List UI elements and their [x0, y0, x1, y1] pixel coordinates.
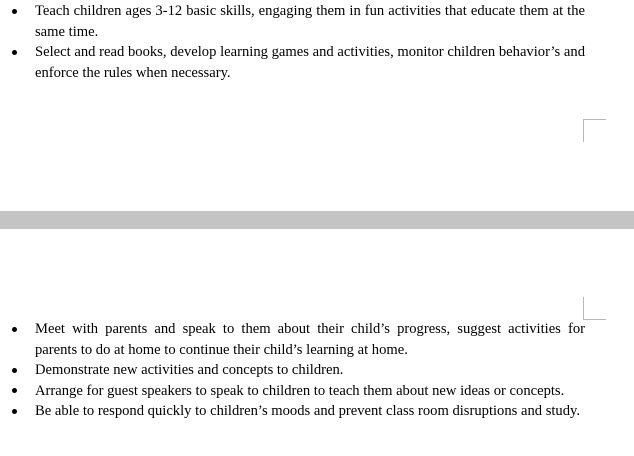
list-item-text: Be able to respond quickly to children’s moods and prevent class room disruptions and study.	[35, 403, 581, 420]
list-item-text: Arrange for guest speakers to speak to children to teach them about new ideas or concepts.	[35, 382, 565, 399]
margin-corner-marker	[583, 119, 606, 142]
bullet-icon	[12, 50, 17, 55]
bullet-icon	[12, 409, 17, 414]
list-item[interactable]	[0, 319, 585, 360]
list-item[interactable]	[0, 42, 585, 83]
page-break-gap	[0, 211, 634, 229]
list-item[interactable]	[0, 381, 585, 402]
bullet-icon	[12, 388, 17, 393]
list-item[interactable]	[0, 1, 585, 42]
bullet-list	[0, 319, 634, 422]
list-item-text: Meet with parents and speak to them about their child’s progress, suggest activities for parents to do at home to continue their child’s learning at home.	[35, 321, 585, 358]
bullet-icon	[12, 9, 17, 14]
list-item-text: Teach children ages 3-12 basic skills, engaging them in fun activities that educate them at the same time.	[35, 3, 585, 40]
bullet-list	[0, 1, 634, 83]
document-page-bottom	[0, 229, 634, 456]
document-page-top	[0, 0, 634, 211]
list-item[interactable]	[0, 360, 585, 381]
list-item[interactable]	[0, 401, 585, 422]
margin-corner-marker	[583, 297, 606, 320]
list-item-text: Demonstrate new activities and concepts to children.	[35, 362, 344, 379]
bullet-icon	[12, 327, 17, 332]
bullet-icon	[12, 368, 17, 373]
list-item-text: Select and read books, develop learning games and activities, monitor children behavior’s and enforce the rules when necessary.	[35, 44, 585, 81]
